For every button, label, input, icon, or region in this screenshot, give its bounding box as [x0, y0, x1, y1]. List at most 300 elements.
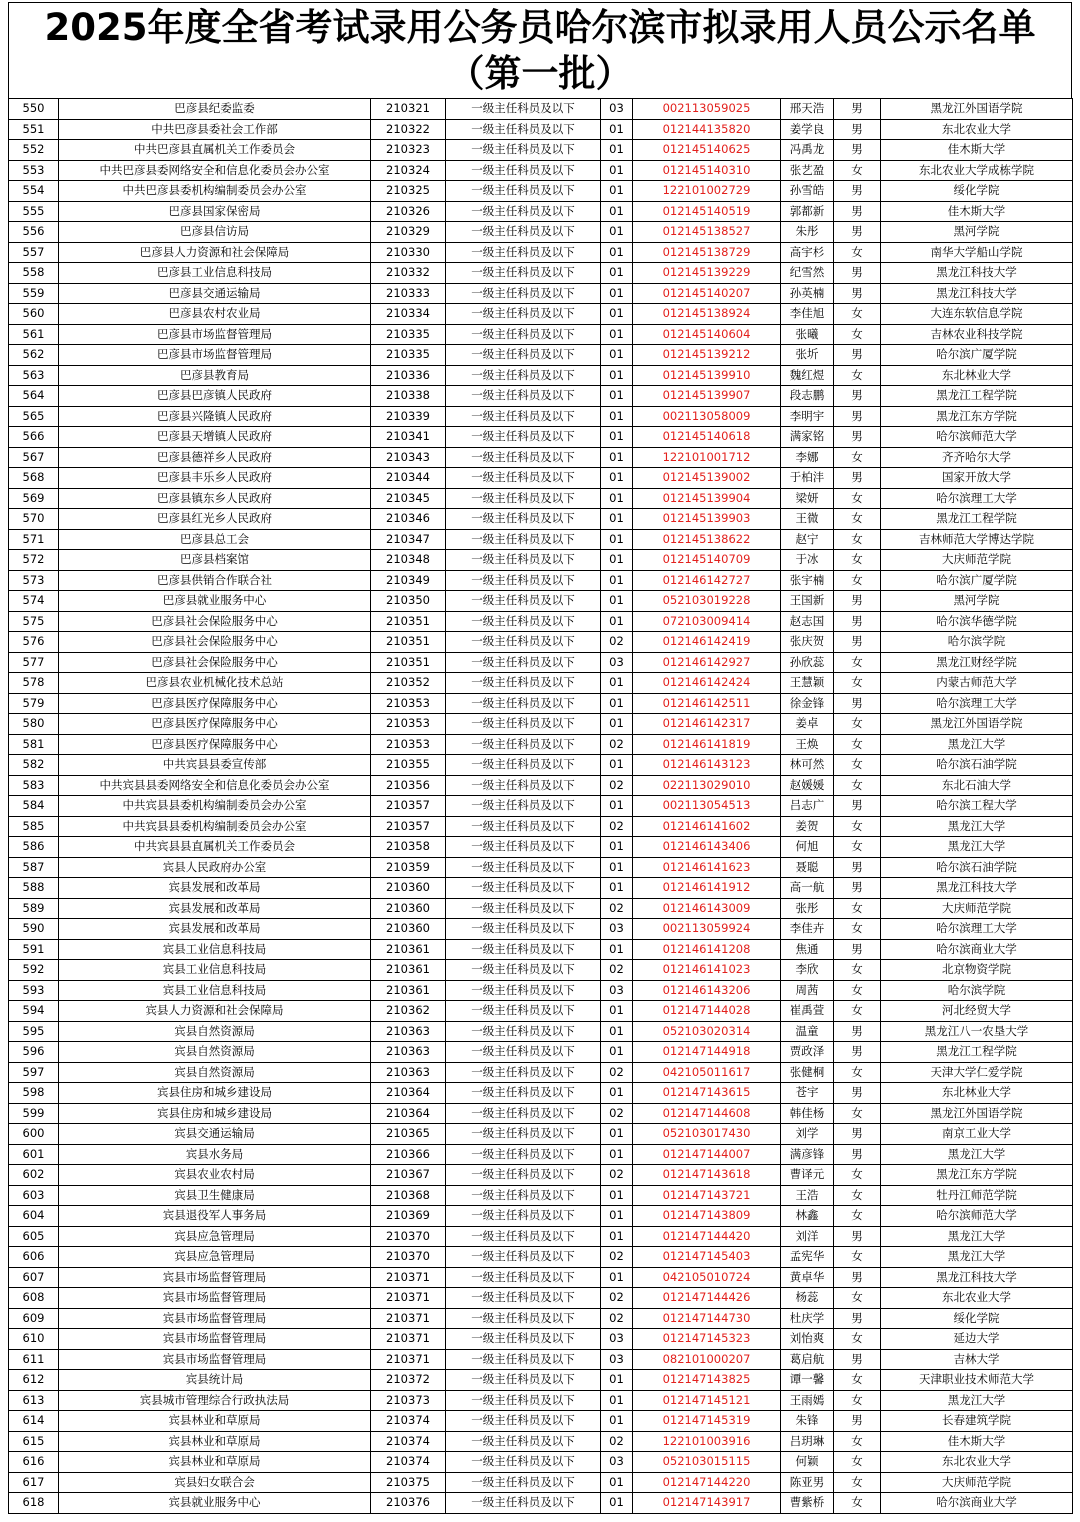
cell-gender: 男	[834, 1083, 881, 1104]
cell-name: 聂聪	[781, 857, 834, 878]
cell-no: 551	[9, 119, 59, 140]
cell-position-code: 210352	[371, 673, 446, 694]
cell-school: 黑河学院	[881, 222, 1073, 243]
cell-unit: 巴彦县档案馆	[59, 550, 371, 571]
cell-no: 570	[9, 509, 59, 530]
cell-position: 一级主任科员及以下	[446, 796, 601, 817]
cell-no: 562	[9, 345, 59, 366]
cell-unit: 宾县自然资源局	[59, 1042, 371, 1063]
cell-name: 曹紫桥	[781, 1493, 834, 1514]
cell-exam-number: 012147144426	[633, 1288, 781, 1309]
cell-no: 552	[9, 140, 59, 161]
cell-school: 内蒙古师范大学	[881, 673, 1073, 694]
cell-school: 佳木斯大学	[881, 1431, 1073, 1452]
cell-gender: 男	[834, 1308, 881, 1329]
cell-position: 一级主任科员及以下	[446, 1431, 601, 1452]
cell-position: 一级主任科员及以下	[446, 488, 601, 509]
cell-position: 一级主任科员及以下	[446, 201, 601, 222]
cell-position-code: 210326	[371, 201, 446, 222]
cell-school: 河北经贸大学	[881, 1001, 1073, 1022]
cell-count: 01	[601, 1411, 633, 1432]
cell-position: 一级主任科员及以下	[446, 1144, 601, 1165]
cell-count: 01	[601, 242, 633, 263]
cell-position-code: 210353	[371, 693, 446, 714]
cell-position-code: 210351	[371, 611, 446, 632]
cell-name: 张宇楠	[781, 570, 834, 591]
cell-gender: 男	[834, 468, 881, 489]
cell-name: 何颖	[781, 1452, 834, 1473]
cell-unit: 宾县农业农村局	[59, 1165, 371, 1186]
cell-name: 崔禹萱	[781, 1001, 834, 1022]
cell-name: 周茜	[781, 980, 834, 1001]
cell-position: 一级主任科员及以下	[446, 673, 601, 694]
cell-exam-number: 012147143917	[633, 1493, 781, 1514]
cell-exam-number: 012144135820	[633, 119, 781, 140]
cell-position-code: 210361	[371, 960, 446, 981]
cell-position: 一级主任科员及以下	[446, 99, 601, 120]
cell-gender: 女	[834, 488, 881, 509]
cell-unit: 巴彦县农业机械化技术总站	[59, 673, 371, 694]
cell-position: 一级主任科员及以下	[446, 693, 601, 714]
cell-gender: 男	[834, 939, 881, 960]
cell-gender: 女	[834, 529, 881, 550]
cell-unit: 宾县发展和改革局	[59, 898, 371, 919]
cell-position: 一级主任科员及以下	[446, 1103, 601, 1124]
cell-position: 一级主任科员及以下	[446, 1288, 601, 1309]
cell-name: 李佳旭	[781, 304, 834, 325]
cell-gender: 女	[834, 509, 881, 530]
cell-name: 张健桐	[781, 1062, 834, 1083]
cell-school: 黑龙江大学	[881, 1390, 1073, 1411]
table-row	[9, 242, 1073, 263]
cell-gender: 男	[834, 427, 881, 448]
cell-exam-number: 122101002729	[633, 181, 781, 202]
table-row	[9, 140, 1073, 161]
cell-name: 孙欣蕊	[781, 652, 834, 673]
table-row	[9, 1452, 1073, 1473]
cell-count: 01	[601, 201, 633, 222]
cell-name: 张艺盈	[781, 160, 834, 181]
cell-gender: 女	[834, 324, 881, 345]
cell-position: 一级主任科员及以下	[446, 222, 601, 243]
cell-position: 一级主任科员及以下	[446, 119, 601, 140]
cell-count: 03	[601, 1329, 633, 1350]
cell-no: 581	[9, 734, 59, 755]
table-row	[9, 919, 1073, 940]
cell-gender: 女	[834, 980, 881, 1001]
cell-count: 02	[601, 1247, 633, 1268]
cell-exam-number: 052103020314	[633, 1021, 781, 1042]
cell-exam-number: 012147144007	[633, 1144, 781, 1165]
cell-no: 612	[9, 1370, 59, 1391]
cell-gender: 女	[834, 837, 881, 858]
cell-name: 林可然	[781, 755, 834, 776]
cell-position-code: 210346	[371, 509, 446, 530]
cell-gender: 女	[834, 1165, 881, 1186]
cell-gender: 女	[834, 1206, 881, 1227]
cell-name: 何旭	[781, 837, 834, 858]
cell-position: 一级主任科员及以下	[446, 160, 601, 181]
cell-gender: 女	[834, 1329, 881, 1350]
cell-count: 01	[601, 324, 633, 345]
cell-gender: 女	[834, 1452, 881, 1473]
table-row	[9, 345, 1073, 366]
cell-unit: 巴彦县兴隆镇人民政府	[59, 406, 371, 427]
cell-unit: 中共宾县县委机构编制委员会办公室	[59, 796, 371, 817]
table-row	[9, 1472, 1073, 1493]
cell-name: 赵志国	[781, 611, 834, 632]
cell-exam-number: 012147144420	[633, 1226, 781, 1247]
cell-count: 02	[601, 1431, 633, 1452]
cell-school: 哈尔滨师范大学	[881, 1206, 1073, 1227]
cell-name: 孙雪皓	[781, 181, 834, 202]
cell-position-code: 210364	[371, 1083, 446, 1104]
cell-exam-number: 012147145403	[633, 1247, 781, 1268]
cell-school: 黑龙江东方学院	[881, 406, 1073, 427]
table-row	[9, 1103, 1073, 1124]
cell-exam-number: 012145139002	[633, 468, 781, 489]
cell-name: 魏红煜	[781, 365, 834, 386]
table-row	[9, 570, 1073, 591]
cell-position-code: 210355	[371, 755, 446, 776]
table-body	[9, 99, 1073, 1514]
cell-school: 东北农业大学	[881, 1452, 1073, 1473]
cell-gender: 男	[834, 181, 881, 202]
cell-position-code: 210374	[371, 1452, 446, 1473]
table-row	[9, 283, 1073, 304]
cell-position: 一级主任科员及以下	[446, 263, 601, 284]
cell-count: 01	[601, 119, 633, 140]
cell-exam-number: 002113059924	[633, 919, 781, 940]
cell-unit: 中共巴彦县委社会工作部	[59, 119, 371, 140]
cell-position: 一级主任科员及以下	[446, 447, 601, 468]
cell-position: 一级主任科员及以下	[446, 345, 601, 366]
cell-school: 齐齐哈尔大学	[881, 447, 1073, 468]
cell-position: 一级主任科员及以下	[446, 468, 601, 489]
cell-position-code: 210360	[371, 898, 446, 919]
cell-school: 东北农业大学	[881, 1288, 1073, 1309]
cell-no: 605	[9, 1226, 59, 1247]
cell-position-code: 210335	[371, 345, 446, 366]
cell-no: 582	[9, 755, 59, 776]
cell-gender: 女	[834, 242, 881, 263]
cell-count: 01	[601, 222, 633, 243]
cell-exam-number: 012147145323	[633, 1329, 781, 1350]
table-row	[9, 550, 1073, 571]
cell-gender: 女	[834, 714, 881, 735]
cell-position: 一级主任科员及以下	[446, 550, 601, 571]
cell-count: 01	[601, 1206, 633, 1227]
cell-name: 高一航	[781, 878, 834, 899]
cell-school: 绥化学院	[881, 181, 1073, 202]
cell-count: 01	[601, 140, 633, 161]
cell-gender: 女	[834, 365, 881, 386]
cell-no: 617	[9, 1472, 59, 1493]
cell-count: 01	[601, 345, 633, 366]
cell-no: 566	[9, 427, 59, 448]
cell-name: 王慧颖	[781, 673, 834, 694]
cell-gender: 男	[834, 345, 881, 366]
cell-position-code: 210364	[371, 1103, 446, 1124]
cell-school: 南华大学船山学院	[881, 242, 1073, 263]
cell-position: 一级主任科员及以下	[446, 816, 601, 837]
cell-position-code: 210362	[371, 1001, 446, 1022]
table-row	[9, 119, 1073, 140]
cell-school: 黑龙江工程学院	[881, 1042, 1073, 1063]
cell-name: 赵媛媛	[781, 775, 834, 796]
cell-exam-number: 012146141602	[633, 816, 781, 837]
cell-gender: 男	[834, 1226, 881, 1247]
cell-unit: 宾县城市管理综合行政执法局	[59, 1390, 371, 1411]
cell-name: 王焕	[781, 734, 834, 755]
cell-count: 02	[601, 816, 633, 837]
cell-school: 黑龙江工程学院	[881, 386, 1073, 407]
cell-position-code: 210374	[371, 1431, 446, 1452]
table-row	[9, 1185, 1073, 1206]
cell-no: 555	[9, 201, 59, 222]
cell-school: 哈尔滨石油学院	[881, 755, 1073, 776]
cell-position-code: 210333	[371, 283, 446, 304]
cell-count: 01	[601, 1124, 633, 1145]
cell-exam-number: 042105011617	[633, 1062, 781, 1083]
cell-name: 李娜	[781, 447, 834, 468]
cell-school: 哈尔滨华德学院	[881, 611, 1073, 632]
cell-count: 01	[601, 591, 633, 612]
cell-unit: 宾县应急管理局	[59, 1226, 371, 1247]
cell-position-code: 210373	[371, 1390, 446, 1411]
cell-unit: 巴彦县工业信息科技局	[59, 263, 371, 284]
cell-position-code: 210363	[371, 1021, 446, 1042]
cell-exam-number: 012147145121	[633, 1390, 781, 1411]
cell-position-code: 210329	[371, 222, 446, 243]
cell-unit: 巴彦县医疗保障服务中心	[59, 693, 371, 714]
cell-gender: 女	[834, 898, 881, 919]
cell-school: 东北林业大学	[881, 1083, 1073, 1104]
table-row	[9, 304, 1073, 325]
cell-count: 01	[601, 1472, 633, 1493]
table-row	[9, 632, 1073, 653]
cell-gender: 男	[834, 796, 881, 817]
cell-position: 一级主任科员及以下	[446, 1042, 601, 1063]
table-row	[9, 755, 1073, 776]
cell-school: 黑龙江大学	[881, 1247, 1073, 1268]
cell-exam-number: 012147144220	[633, 1472, 781, 1493]
cell-exam-number: 012146142424	[633, 673, 781, 694]
cell-position-code: 210348	[371, 550, 446, 571]
cell-unit: 宾县自然资源局	[59, 1021, 371, 1042]
cell-position: 一级主任科员及以下	[446, 919, 601, 940]
cell-gender: 女	[834, 160, 881, 181]
cell-count: 01	[601, 181, 633, 202]
cell-name: 刘怡爽	[781, 1329, 834, 1350]
cell-exam-number: 002113054513	[633, 796, 781, 817]
cell-no: 564	[9, 386, 59, 407]
cell-no: 556	[9, 222, 59, 243]
cell-position: 一级主任科员及以下	[446, 1452, 601, 1473]
cell-position-code: 210371	[371, 1329, 446, 1350]
cell-position: 一级主任科员及以下	[446, 1247, 601, 1268]
cell-no: 565	[9, 406, 59, 427]
cell-count: 01	[601, 878, 633, 899]
cell-no: 587	[9, 857, 59, 878]
cell-position-code: 210336	[371, 365, 446, 386]
cell-position-code: 210332	[371, 263, 446, 284]
document	[8, 2, 1072, 1514]
cell-unit: 宾县市场监督管理局	[59, 1267, 371, 1288]
cell-unit: 宾县工业信息科技局	[59, 980, 371, 1001]
table-row	[9, 734, 1073, 755]
cell-no: 593	[9, 980, 59, 1001]
cell-exam-number: 012145138527	[633, 222, 781, 243]
cell-gender: 男	[834, 1124, 881, 1145]
cell-exam-number: 012145139904	[633, 488, 781, 509]
cell-no: 589	[9, 898, 59, 919]
cell-unit: 宾县就业服务中心	[59, 1493, 371, 1514]
cell-unit: 宾县林业和草原局	[59, 1411, 371, 1432]
cell-name: 赵宁	[781, 529, 834, 550]
cell-count: 01	[601, 755, 633, 776]
cell-gender: 男	[834, 1144, 881, 1165]
cell-gender: 女	[834, 1247, 881, 1268]
cell-school: 黑河学院	[881, 591, 1073, 612]
cell-gender: 女	[834, 1493, 881, 1514]
cell-gender: 女	[834, 919, 881, 940]
cell-position: 一级主任科员及以下	[446, 591, 601, 612]
cell-count: 01	[601, 611, 633, 632]
cell-unit: 巴彦县市场监督管理局	[59, 345, 371, 366]
cell-unit: 宾县市场监督管理局	[59, 1308, 371, 1329]
cell-position: 一级主任科员及以下	[446, 242, 601, 263]
cell-no: 613	[9, 1390, 59, 1411]
cell-school: 黑龙江大学	[881, 816, 1073, 837]
cell-school: 大连东软信息学院	[881, 304, 1073, 325]
cell-school: 黑龙江大学	[881, 1144, 1073, 1165]
cell-name: 段志鹏	[781, 386, 834, 407]
cell-count: 01	[601, 939, 633, 960]
cell-position: 一级主任科员及以下	[446, 775, 601, 796]
cell-unit: 巴彦县信访局	[59, 222, 371, 243]
cell-name: 刘洋	[781, 1226, 834, 1247]
cell-school: 哈尔滨石油学院	[881, 857, 1073, 878]
cell-no: 595	[9, 1021, 59, 1042]
cell-position-code: 210365	[371, 1124, 446, 1145]
cell-count: 01	[601, 1185, 633, 1206]
table-row	[9, 673, 1073, 694]
cell-name: 王浩	[781, 1185, 834, 1206]
cell-name: 李佳卉	[781, 919, 834, 940]
cell-exam-number: 042105010724	[633, 1267, 781, 1288]
cell-unit: 巴彦县总工会	[59, 529, 371, 550]
cell-school: 延边大学	[881, 1329, 1073, 1350]
cell-exam-number: 122101001712	[633, 447, 781, 468]
cell-school: 大庆师范学院	[881, 550, 1073, 571]
cell-gender: 女	[834, 304, 881, 325]
cell-position: 一级主任科员及以下	[446, 1124, 601, 1145]
cell-count: 01	[601, 1493, 633, 1514]
cell-name: 李明宇	[781, 406, 834, 427]
cell-name: 曹译元	[781, 1165, 834, 1186]
table-row	[9, 652, 1073, 673]
cell-position: 一级主任科员及以下	[446, 324, 601, 345]
cell-no: 599	[9, 1103, 59, 1124]
cell-position-code: 210370	[371, 1226, 446, 1247]
cell-no: 558	[9, 263, 59, 284]
cell-school: 北京物资学院	[881, 960, 1073, 981]
cell-count: 03	[601, 1349, 633, 1370]
table-row	[9, 386, 1073, 407]
cell-name: 徐金锋	[781, 693, 834, 714]
cell-position-code: 210360	[371, 919, 446, 940]
cell-position-code: 210371	[371, 1308, 446, 1329]
cell-count: 03	[601, 980, 633, 1001]
cell-count: 01	[601, 304, 633, 325]
table-row	[9, 1431, 1073, 1452]
table-row	[9, 1247, 1073, 1268]
cell-name: 苍宇	[781, 1083, 834, 1104]
cell-unit: 巴彦县市场监督管理局	[59, 324, 371, 345]
table-row	[9, 1411, 1073, 1432]
cell-name: 焦通	[781, 939, 834, 960]
cell-unit: 宾县人民政府办公室	[59, 857, 371, 878]
cell-unit: 宾县发展和改革局	[59, 878, 371, 899]
cell-school: 天津职业技术师范大学	[881, 1370, 1073, 1391]
cell-no: 553	[9, 160, 59, 181]
cell-gender: 男	[834, 693, 881, 714]
cell-exam-number: 072103009414	[633, 611, 781, 632]
cell-school: 黑龙江科技大学	[881, 263, 1073, 284]
cell-unit: 宾县妇女联合会	[59, 1472, 371, 1493]
cell-count: 03	[601, 1452, 633, 1473]
cell-exam-number: 012147144028	[633, 1001, 781, 1022]
cell-count: 01	[601, 837, 633, 858]
cell-position-code: 210371	[371, 1349, 446, 1370]
cell-name: 姜贺	[781, 816, 834, 837]
cell-unit: 宾县退役军人事务局	[59, 1206, 371, 1227]
cell-unit: 巴彦县国家保密局	[59, 201, 371, 222]
cell-no: 557	[9, 242, 59, 263]
table-row	[9, 837, 1073, 858]
cell-school: 黑龙江大学	[881, 734, 1073, 755]
cell-exam-number: 082101000207	[633, 1349, 781, 1370]
cell-count: 01	[601, 283, 633, 304]
cell-position-code: 210347	[371, 529, 446, 550]
cell-exam-number: 012146142727	[633, 570, 781, 591]
cell-gender: 男	[834, 222, 881, 243]
cell-gender: 男	[834, 1267, 881, 1288]
cell-exam-number: 012145139229	[633, 263, 781, 284]
cell-position: 一级主任科员及以下	[446, 304, 601, 325]
table-row	[9, 1144, 1073, 1165]
cell-position: 一级主任科员及以下	[446, 1390, 601, 1411]
cell-no: 594	[9, 1001, 59, 1022]
cell-gender: 女	[834, 1370, 881, 1391]
cell-school: 东北石油大学	[881, 775, 1073, 796]
cell-position: 一级主任科员及以下	[446, 365, 601, 386]
cell-unit: 宾县市场监督管理局	[59, 1329, 371, 1350]
results-table	[8, 98, 1073, 1514]
cell-exam-number: 012146143123	[633, 755, 781, 776]
cell-position-code: 210363	[371, 1042, 446, 1063]
cell-name: 吕志广	[781, 796, 834, 817]
cell-unit: 巴彦县社会保险服务中心	[59, 611, 371, 632]
cell-position-code: 210338	[371, 386, 446, 407]
cell-position-code: 210372	[371, 1370, 446, 1391]
cell-name: 刘学	[781, 1124, 834, 1145]
table-row	[9, 1021, 1073, 1042]
table-row	[9, 939, 1073, 960]
cell-position-code: 210334	[371, 304, 446, 325]
cell-count: 01	[601, 488, 633, 509]
